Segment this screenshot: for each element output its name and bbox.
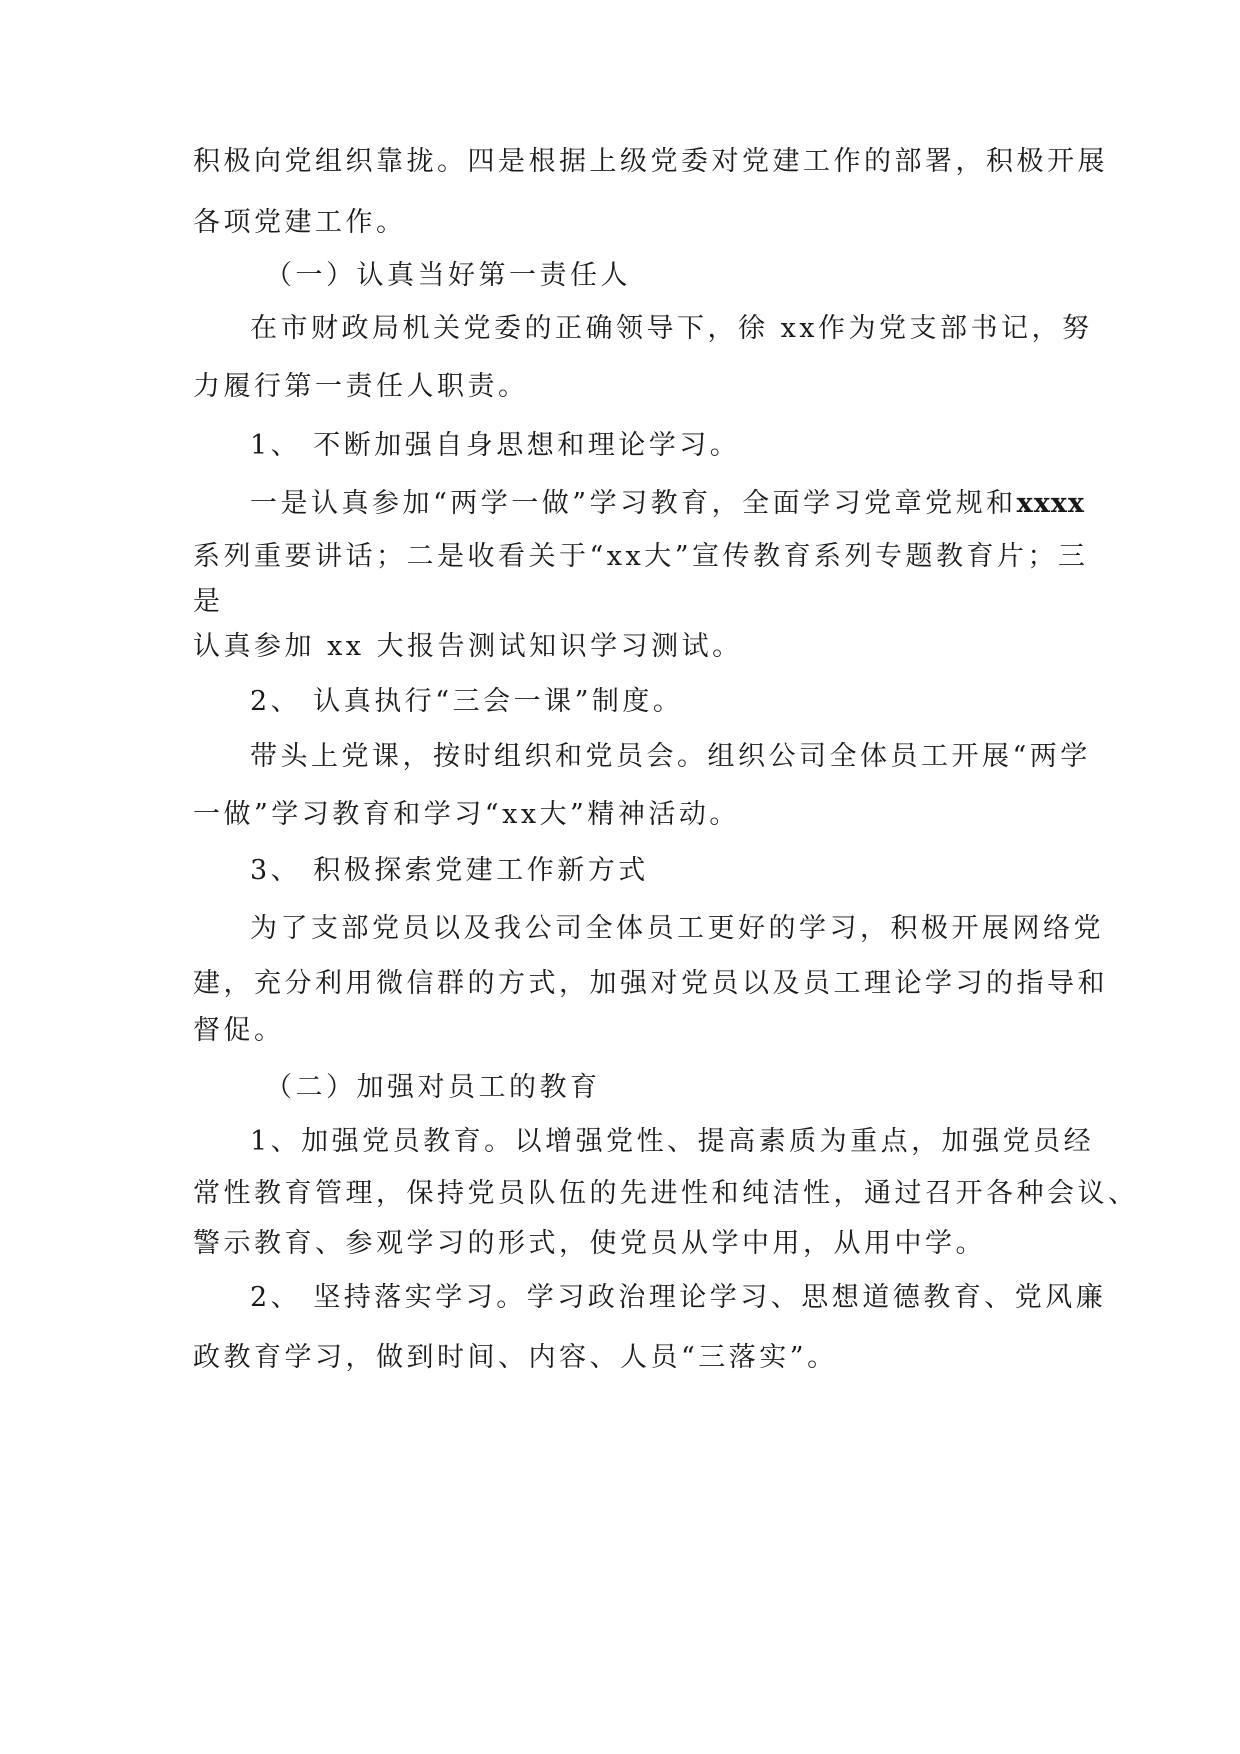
paragraph-line: 一做”学习教育和学习“xx大”精神活动。 xyxy=(193,799,740,830)
list-item-heading: 2、 坚持落实学习。学习政治理论学习、思想道德教育、党风廉 xyxy=(250,1282,1107,1313)
list-item-heading: 2、 认真执行“三会一课”制度。 xyxy=(250,686,684,717)
section-heading-2: （二）加强对员工的教育 xyxy=(265,1072,601,1103)
paragraph-line xyxy=(250,490,1085,517)
paragraph-line: 在市财政局机关党委的正确领导下，徐 xx作为党支部书记，努 xyxy=(250,313,1093,344)
paragraph-line: 督促。 xyxy=(193,1015,285,1046)
paragraph-line: 1、加强党员教育。以增强党性、提高素质为重点，加强党员经 xyxy=(250,1126,1095,1157)
paragraph-line: 系列重要讲话；二是收看关于“xx大”宣传教育系列专题教育片；三 xyxy=(193,541,1089,572)
paragraph-line: 各项党建工作。 xyxy=(193,207,407,238)
paragraph-line: 认真参加 xx 大报告测试知识学习测试。 xyxy=(193,631,743,662)
bold-placeholder-text: xxxx xyxy=(1016,488,1085,519)
list-item-heading: 1、 不断加强自身思想和理论学习。 xyxy=(250,430,741,461)
paragraph-line: 带头上党课，按时组织和党员会。组织公司全体员工开展“两学 xyxy=(250,741,1091,772)
list-item-heading: 3、 积极探索党建工作新方式 xyxy=(250,855,649,886)
paragraph-line: 常性教育管理，保持党员队伍的先进性和纯洁性，通过召开各种会议、 xyxy=(193,1178,1139,1209)
paragraph-line: 为了支部党员以及我公司全体员工更好的学习，积极开展网络党 xyxy=(250,913,1104,944)
line-text: 一是认真参加“两学一做”学习教育，全面学习党章党规和 xyxy=(250,488,1017,519)
paragraph-line: 警示教育、参观学习的形式，使党员从学中用，从用中学。 xyxy=(193,1228,986,1259)
paragraph-line: 积极向党组织靠拢。四是根据上级党委对党建工作的部署，积极开展 xyxy=(193,146,1108,177)
paragraph-line: 是 xyxy=(193,586,224,617)
paragraph-line: 力履行第一责任人职责。 xyxy=(193,371,529,402)
paragraph-line: 政教育学习，做到时间、内容、人员“三落实”。 xyxy=(193,1342,838,1373)
section-heading-1: （一）认真当好第一责任人 xyxy=(265,260,631,291)
paragraph-line: 建，充分利用微信群的方式，加强对党员以及员工理论学习的指导和 xyxy=(193,968,1108,999)
